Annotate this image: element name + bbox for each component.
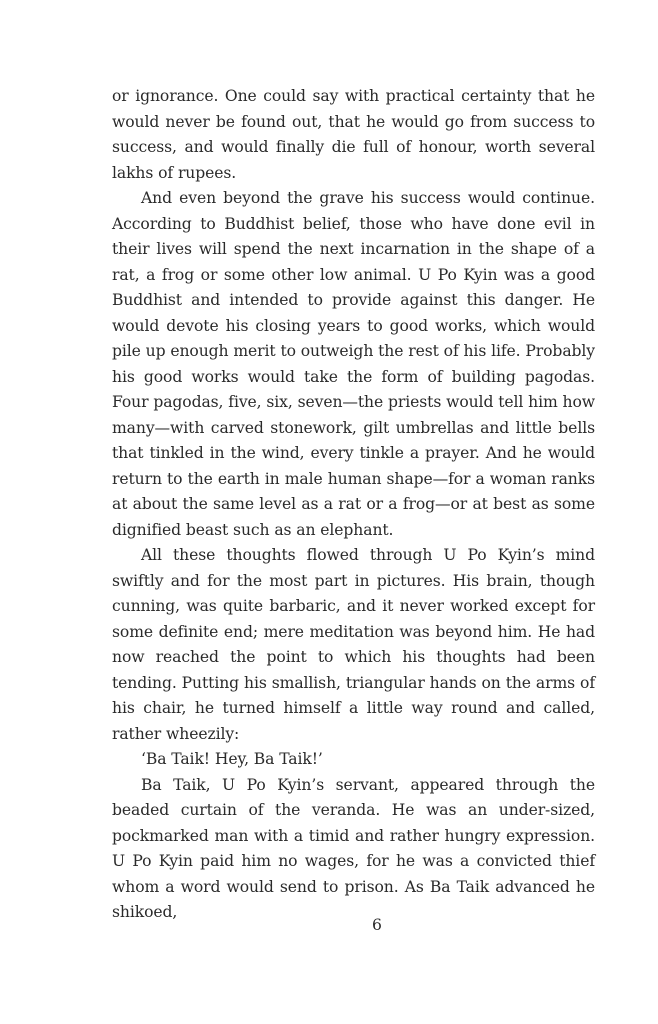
paragraph-3: All these thoughts flowed through U Po Kyin’s mind swiftly and for the most part in pictures. His brain, though cunning, was quite barbaric, and it never worked except for some definite end; mere meditation was beyond him. He had now reached the point to which his thoughts had been tending. Putting his smallish, triangular hands on the arms of his chair, he turned himself a little way round and called, rather wheezily:	[112, 546, 595, 743]
paragraph-5: Ba Taik, U Po Kyin’s servant, appeared through the beaded curtain of the veranda. He was an under-sized, pockmarked man with a timid and rather hungry expression. U Po Kyin paid him no wages, for he was a convicted thief whom a word would send to prison. As Ba Taik advanced he shikoed,	[112, 775, 595, 921]
page-number: 6	[372, 916, 382, 934]
paragraph-1: or ignorance. One could say with practical certainty that he would never be found out, that he would go from success to success, and would finally die full of honour, worth several lakhs of rupees.	[112, 87, 595, 182]
paragraph-2: And even beyond the grave his success would continue. According to Buddhist belief, those who have done evil in their lives will spend the next incarnation in the shape of a rat, a frog or some other low animal. U Po Kyin was a good Buddhist and intended to provide against this danger. He would devote his closing years to good works, which would pile up enough merit to outweigh the rest of his life. Probably his good works would take the form of building pagodas. Four pagodas, five, six, seven—the priests would tell him how many—with carved stonework, gilt umbrellas and little bells that tinkled in the wind, every tinkle a prayer. And he would return to the earth in male human shape—for a woman ranks at about the same level as a rat or a frog—or at best as some dignified beast such as an elephant.	[112, 189, 595, 539]
body-text	[112, 84, 595, 926]
paragraph-4: ‘Ba Taik! Hey, Ba Taik!’	[141, 750, 323, 768]
